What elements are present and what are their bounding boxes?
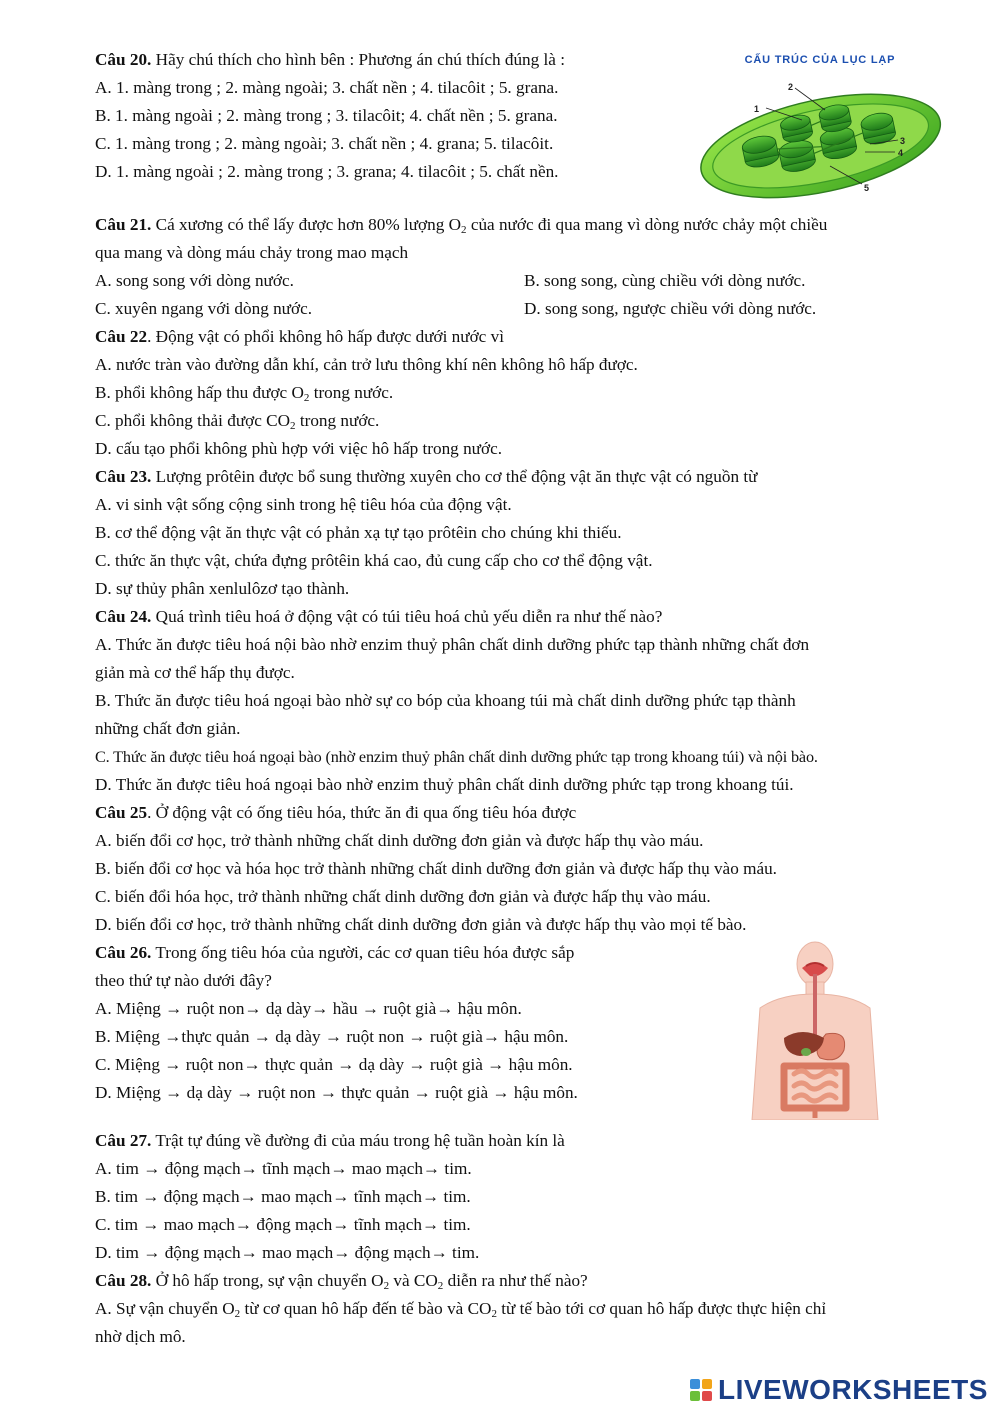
q24-option-c[interactable]: C. Thức ăn được tiêu hoá ngoại bào (nhờ enzim thuỷ phân chất dinh dưỡng phức tạp trong khoang túi) và nội bào. bbox=[95, 748, 818, 766]
q23-option-a[interactable]: A. vi sinh vật sống cộng sinh trong hệ tiêu hóa của động vật. bbox=[95, 495, 512, 514]
q20-option-c[interactable]: C. 1. màng trong ; 2. màng ngoài; 3. chất nền ; 4. grana; 5. tilacôit. bbox=[95, 134, 554, 153]
q24-text: Quá trình tiêu hoá ở động vật có túi tiêu hoá chủ yếu diễn ra như thế nào? bbox=[151, 607, 663, 626]
q24-number: Câu 24. bbox=[95, 607, 152, 626]
q25-option-d[interactable]: D. biến đổi cơ học, trở thành những chất dinh dưỡng đơn giản và được hấp thụ vào mọi tế bào. bbox=[95, 915, 747, 934]
q24-option-b-cont[interactable]: những chất đơn giản. bbox=[95, 719, 241, 738]
q26-text-line2: theo thứ tự nào dưới đây? bbox=[95, 971, 272, 990]
q25-number: Câu 25 bbox=[95, 803, 148, 822]
q26-question bbox=[95, 939, 574, 967]
q26-number: Câu 26. bbox=[95, 943, 152, 962]
q25-option-b[interactable]: B. biến đổi cơ học và hóa học trở thành những chất dinh dưỡng đơn giản và được hấp thụ vào máu. bbox=[95, 859, 777, 878]
q21-option-d[interactable]: D. song song, ngược chiều với dòng nước. bbox=[524, 299, 817, 318]
q26-option-a[interactable]: A. Miệng → ruột non→ dạ dày→ hầu → ruột già→ hậu môn. bbox=[95, 999, 522, 1018]
q23-number: Câu 23. bbox=[95, 467, 152, 486]
q22-number: Câu 22 bbox=[95, 327, 148, 346]
q22-option-b-sub: 2 bbox=[303, 392, 310, 404]
digestive-system-diagram-icon bbox=[740, 938, 890, 1120]
q21-text-cont: của nước đi qua mang vì dòng nước chảy một chiều bbox=[466, 215, 828, 234]
q24-option-a-cont[interactable]: giản mà cơ thể hấp thụ được. bbox=[95, 663, 295, 682]
q20-option-d[interactable]: D. 1. màng ngoài ; 2. màng trong ; 3. grana; 4. tilacôit ; 5. chất nền. bbox=[95, 162, 559, 181]
q28-option-a-sub1: 2 bbox=[234, 1308, 241, 1320]
liveworksheets-logo[interactable] bbox=[690, 1370, 988, 1410]
q25-option-a[interactable]: A. biến đổi cơ học, trở thành những chất dinh dưỡng đơn giản và được hấp thụ vào máu. bbox=[95, 831, 704, 850]
q23-option-b[interactable]: B. cơ thể động vật ăn thực vật có phản xạ tự tạo prôtêin cho chúng khi thiếu. bbox=[95, 523, 622, 542]
q28-option-a-text3: từ tế bào tới cơ quan hô hấp được thực hiện chỉ bbox=[496, 1299, 827, 1318]
chloroplast-figure bbox=[690, 48, 950, 200]
q28-option-a-text2: từ cơ quan hô hấp đến tế bào và CO bbox=[240, 1299, 492, 1318]
q24-option-b[interactable]: B. Thức ăn được tiêu hoá ngoại bào nhờ sự co bóp của khoang túi mà chất dinh dưỡng phức tạp thành bbox=[95, 691, 796, 710]
q23-option-c[interactable]: C. thức ăn thực vật, chứa đựng prôtêin khá cao, đủ cung cấp cho cơ thể động vật. bbox=[95, 551, 653, 570]
q25-question bbox=[95, 799, 576, 827]
q22-option-a[interactable]: A. nước tràn vào đường dẫn khí, cản trở lưu thông khí nên không hô hấp được. bbox=[95, 355, 638, 374]
q25-text: . Ở động vật có ống tiêu hóa, thức ăn đi qua ống tiêu hóa được bbox=[147, 803, 577, 822]
liveworksheets-brand: LIVEWORKSHEETS bbox=[718, 1374, 988, 1405]
q22-question bbox=[95, 323, 504, 351]
q26-text: Trong ống tiêu hóa của người, các cơ quan tiêu hóa được sắp bbox=[151, 943, 575, 962]
liveworksheets-logo-icon bbox=[690, 1379, 712, 1401]
q20-question bbox=[95, 46, 565, 74]
q27-option-a[interactable]: A. tim → động mạch→ tĩnh mạch→ mao mạch→ tim. bbox=[95, 1159, 472, 1178]
q22-option-c-sub: 2 bbox=[290, 420, 296, 432]
q24-option-d[interactable]: D. Thức ăn được tiêu hoá ngoại bào nhờ enzim thuỷ phân chất dinh dưỡng phức tạp trong khoang túi. bbox=[95, 775, 794, 794]
q25-option-c[interactable]: C. biến đổi hóa học, trở thành những chất dinh dưỡng đơn giản và được hấp thụ vào máu. bbox=[95, 887, 711, 906]
q23-option-d[interactable]: D. sự thủy phân xenlulôzơ tạo thành. bbox=[95, 579, 350, 598]
chloroplast-label-5: 5 bbox=[864, 183, 870, 193]
chloroplast-figure-title: CẤU TRÚC CỦA LỤC LẠP bbox=[744, 54, 896, 66]
q28-option-a-cont[interactable]: nhờ dịch mô. bbox=[95, 1327, 186, 1346]
q23-question bbox=[95, 463, 757, 491]
q20-text: Hãy chú thích cho hình bên : Phương án chú thích đúng là : bbox=[151, 50, 566, 69]
chloroplast-label-3: 3 bbox=[900, 136, 906, 146]
q28-sub1: 2 bbox=[383, 1280, 390, 1292]
q22-option-b-text: B. phổi không hấp thu được O bbox=[95, 383, 304, 402]
q28-text3: diễn ra như thế nào? bbox=[443, 1271, 588, 1290]
q21-option-b[interactable]: B. song song, cùng chiều với dòng nước. bbox=[524, 271, 806, 290]
q22-option-b-text2: trong nước. bbox=[309, 383, 394, 402]
q26-option-d[interactable]: D. Miệng → dạ dày → ruột non → thực quản → ruột già → hậu môn. bbox=[95, 1083, 578, 1102]
q27-question bbox=[95, 1127, 565, 1155]
q28-question bbox=[95, 1267, 588, 1295]
q27-option-d[interactable]: D. tim → động mạch→ mao mạch→ động mạch→ tim. bbox=[95, 1243, 480, 1262]
q26-option-b[interactable]: B. Miệng →thực quản → dạ dày → ruột non → ruột già→ hậu môn. bbox=[95, 1027, 569, 1046]
q22-option-c-text2: trong nước. bbox=[295, 411, 380, 430]
q27-number: Câu 27. bbox=[95, 1131, 152, 1150]
q28-option-a-sub2: 2 bbox=[491, 1308, 497, 1320]
q20-option-b[interactable]: B. 1. màng ngoài ; 2. màng trong ; 3. tilacôit; 4. chất nền ; 5. grana. bbox=[95, 106, 558, 125]
q27-text: Trật tự đúng về đường đi của máu trong hệ tuần hoàn kín là bbox=[151, 1131, 565, 1150]
q22-option-c[interactable] bbox=[95, 407, 379, 435]
q21-text: Cá xương có thể lấy được hơn 80% lượng O bbox=[151, 215, 462, 234]
chloroplast-diagram-icon bbox=[690, 48, 950, 200]
q28-option-a[interactable] bbox=[95, 1295, 953, 1323]
q26-option-c[interactable]: C. Miệng → ruột non→ thực quản → dạ dày → ruột già → hậu môn. bbox=[95, 1055, 573, 1074]
q27-option-c[interactable]: C. tim → mao mạch→ động mạch→ tĩnh mạch→ tim. bbox=[95, 1215, 471, 1234]
chloroplast-label-1: 1 bbox=[754, 104, 760, 114]
q21-question bbox=[95, 211, 953, 239]
q21-text-line2: qua mang và dòng máu chảy trong mao mạch bbox=[95, 243, 409, 262]
q24-question bbox=[95, 603, 662, 631]
chloroplast-label-4: 4 bbox=[898, 148, 904, 158]
q28-number: Câu 28. bbox=[95, 1271, 152, 1290]
q28-sub2: 2 bbox=[437, 1280, 444, 1292]
q21-option-a[interactable]: A. song song với dòng nước. bbox=[95, 271, 294, 290]
q21-subscript: 2 bbox=[461, 224, 467, 236]
q20-option-a[interactable]: A. 1. màng trong ; 2. màng ngoài; 3. chất nền ; 4. tilacôit ; 5. grana. bbox=[95, 78, 559, 97]
digestive-system-figure bbox=[740, 938, 890, 1120]
q28-option-a-text: A. Sự vận chuyển O bbox=[95, 1299, 235, 1318]
q28-text: Ở hô hấp trong, sự vận chuyển O bbox=[151, 1271, 384, 1290]
chloroplast-label-2: 2 bbox=[788, 82, 794, 92]
q20-number: Câu 20. bbox=[95, 50, 152, 69]
q27-option-b[interactable]: B. tim → động mạch→ mao mạch→ tĩnh mạch→ tim. bbox=[95, 1187, 471, 1206]
q21-option-c[interactable]: C. xuyên ngang với dòng nước. bbox=[95, 299, 313, 318]
q22-option-c-text: C. phổi không thải được CO bbox=[95, 411, 291, 430]
q24-option-a[interactable]: A. Thức ăn được tiêu hoá nội bào nhờ enzim thuỷ phân chất dinh dưỡng phức tạp thành những chất đơn bbox=[95, 635, 810, 654]
q28-text2: và CO bbox=[389, 1271, 438, 1290]
q22-option-d[interactable]: D. cấu tạo phổi không phù hợp với việc hô hấp trong nước. bbox=[95, 439, 502, 458]
q22-option-b[interactable] bbox=[95, 379, 393, 407]
q22-text: . Động vật có phổi không hô hấp được dưới nước vì bbox=[147, 327, 504, 346]
q23-text: Lượng prôtêin được bổ sung thường xuyên cho cơ thể động vật ăn thực vật có nguồn từ bbox=[151, 467, 758, 486]
q21-number: Câu 21. bbox=[95, 215, 152, 234]
